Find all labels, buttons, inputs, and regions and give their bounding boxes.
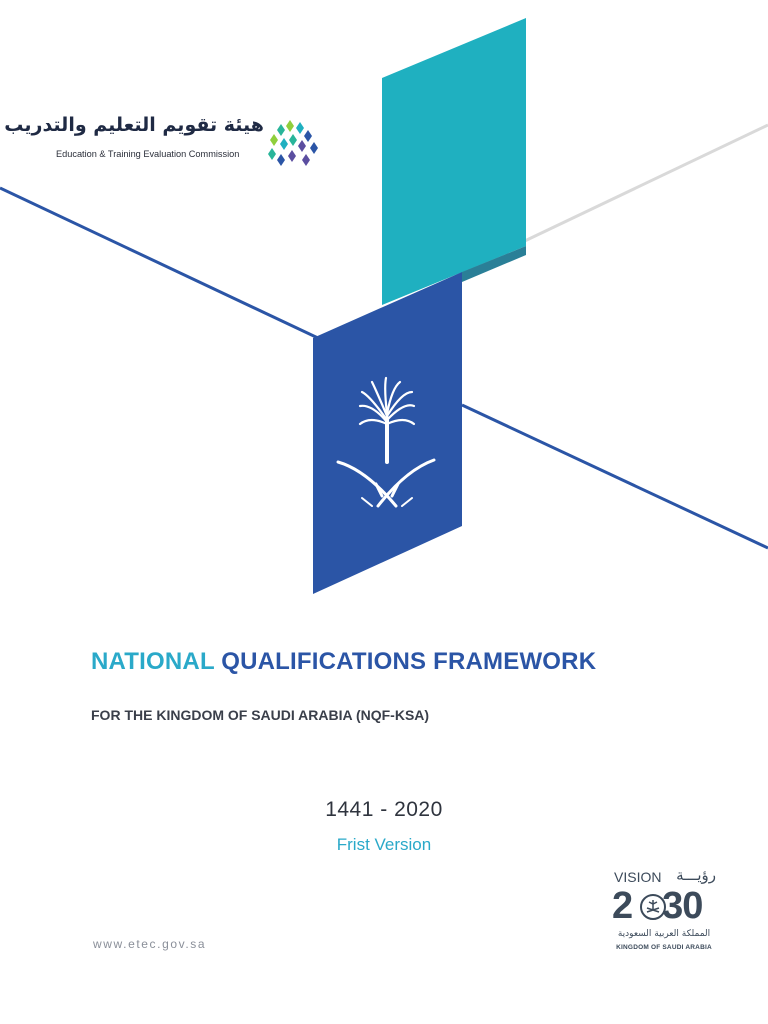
vision-country-arabic: المملكة العربية السعودية bbox=[617, 929, 711, 939]
org-name-english: Education & Training Evaluation Commission bbox=[56, 149, 240, 159]
blue-diagonal-line-left bbox=[0, 188, 318, 338]
vision-country-english: KINGDOM OF SAUDI ARABIA bbox=[616, 944, 712, 951]
vision-year-right: 30 bbox=[662, 885, 703, 927]
title-main-words: QUALIFICATIONS FRAMEWORK bbox=[221, 648, 597, 675]
title-accent-word: NATIONAL bbox=[91, 648, 215, 675]
org-name-arabic: هيئة تقويم التعليم والتدريب bbox=[4, 114, 264, 136]
document-title bbox=[91, 648, 596, 676]
etec-leaf-logo-icon bbox=[266, 118, 322, 166]
publication-years: 1441 - 2020 bbox=[325, 798, 443, 821]
vision-label-english: VISION bbox=[614, 869, 662, 885]
etec-logo bbox=[4, 114, 322, 170]
vision-year-left: 2 bbox=[612, 885, 633, 927]
website-link[interactable]: www.etec.gov.sa bbox=[93, 937, 207, 951]
blue-diagonal-line-right bbox=[462, 405, 768, 548]
version-label: Frist Version bbox=[336, 835, 432, 854]
vision-emblem-icon bbox=[640, 892, 666, 922]
document-subtitle: FOR THE KINGDOM OF SAUDI ARABIA (NQF-KSA) bbox=[91, 707, 430, 723]
vision-2030-logo bbox=[612, 866, 720, 958]
vision-label-arabic: رؤيـــة bbox=[676, 866, 716, 884]
